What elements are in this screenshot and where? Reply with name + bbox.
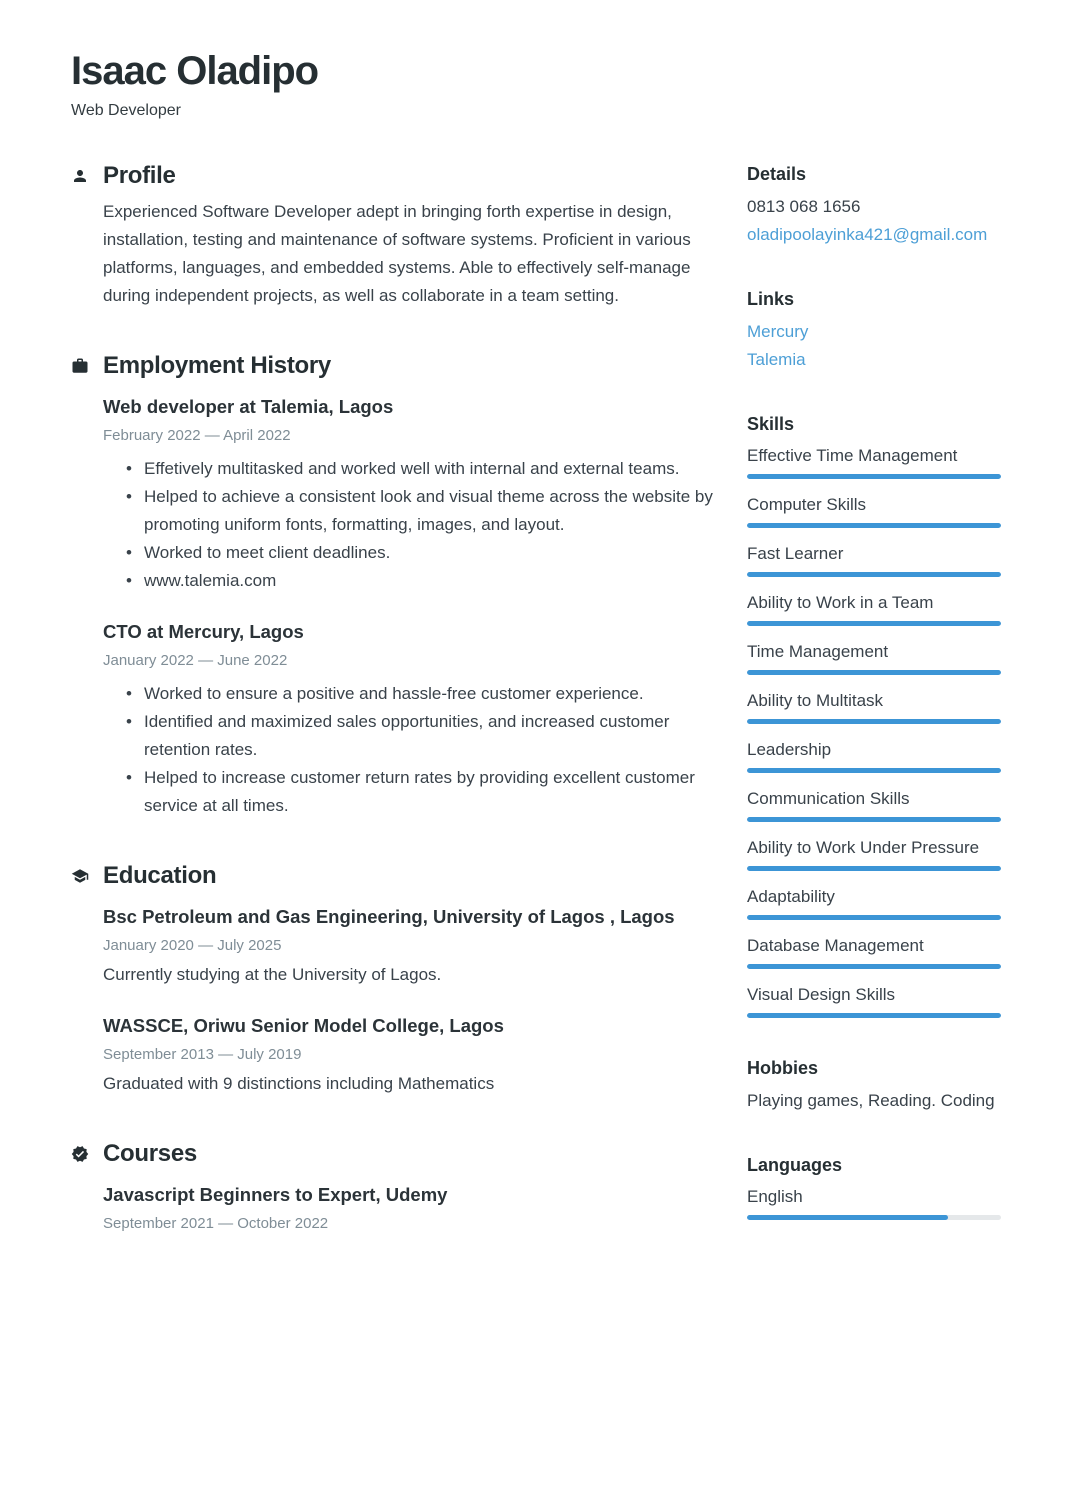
- courses-section-head: [71, 1140, 716, 1168]
- skill-item: [747, 884, 1001, 920]
- courses-body: [71, 1182, 716, 1235]
- job-entry: [103, 394, 716, 595]
- skill-bar-fill: [747, 964, 1001, 969]
- job-bullet: • Helped to achieve a consistent look and visual theme across the website by promoting uniform fonts, formatting, images, and layout.: [103, 483, 715, 539]
- skill-item: [747, 982, 1001, 1018]
- course-title: Javascript Beginners to Expert, Udemy: [103, 1184, 448, 1205]
- languages-heading: Languages: [747, 1155, 843, 1175]
- skill-bar-fill: [747, 670, 1001, 675]
- education-dates: January 2020 — July 2025: [103, 937, 282, 954]
- profile-section-head: [71, 162, 716, 190]
- skill-bar: [747, 915, 1001, 920]
- skill-bar-fill: [747, 572, 1001, 577]
- main-column: [71, 48, 716, 1504]
- skill-item: [747, 639, 1001, 675]
- job-bullet-list: [103, 680, 716, 820]
- graduation-cap-icon: [71, 867, 89, 885]
- job-entry: [103, 619, 716, 820]
- education-heading: Education: [103, 862, 217, 889]
- profile-heading: Profile: [103, 162, 176, 189]
- job-title: CTO at Mercury, Lagos: [103, 621, 304, 642]
- skill-bar-fill: [747, 621, 1001, 626]
- skill-label: Fast Learner: [747, 544, 844, 563]
- profile-section: [71, 162, 716, 310]
- education-section-head: [71, 862, 716, 890]
- skill-label: Communication Skills: [747, 789, 910, 808]
- skill-bar-fill: [747, 768, 1001, 773]
- skill-label: Ability to Work in a Team: [747, 593, 934, 612]
- course-dates: September 2021 — October 2022: [103, 1215, 329, 1232]
- skill-bar-fill: [747, 817, 1001, 822]
- job-dates: January 2022 — June 2022: [103, 652, 288, 669]
- languages-section: [747, 1155, 1001, 1220]
- links-heading: Links: [747, 289, 795, 309]
- skill-bar-fill: [747, 474, 1001, 479]
- employment-section-head: [71, 352, 716, 380]
- skill-item: [747, 443, 1001, 479]
- skill-bar-fill: [747, 523, 1001, 528]
- education-description: Currently studying at the University of Lagos.: [103, 965, 442, 984]
- person-icon: [71, 167, 89, 185]
- education-dates: September 2013 — July 2019: [103, 1046, 302, 1063]
- person-name: Isaac Oladipo: [71, 49, 319, 93]
- email-link[interactable]: oladipoolayinka421@gmail.com: [747, 225, 988, 244]
- skill-bar-fill: [747, 1013, 1001, 1018]
- skill-item: [747, 541, 1001, 577]
- links-section: [747, 289, 1001, 374]
- details-section: [747, 164, 1001, 249]
- profile-text: Experienced Software Developer adept in bringing forth expertise in design, installation, testing and maintenance of software systems. Proficient in various platforms, languages, and embedded systems. Able to effectively self-manage during independent projects, as well as collaborate in a team setting.: [103, 202, 691, 305]
- job-title: Web developer at Talemia, Lagos: [103, 396, 394, 417]
- skill-bar-fill: [747, 915, 1001, 920]
- skill-bar: [747, 866, 1001, 871]
- education-body: [71, 904, 716, 1098]
- job-bullet: • Worked to ensure a positive and hassle-free customer experience.: [103, 680, 715, 708]
- education-section: [71, 862, 716, 1098]
- skill-label: Adaptability: [747, 887, 835, 906]
- job-dates: February 2022 — April 2022: [103, 427, 291, 444]
- skill-bar-fill: [747, 866, 1001, 871]
- job-bullet: • Identified and maximized sales opportunities, and increased customer retention rates.: [103, 708, 715, 764]
- skill-label: Computer Skills: [747, 495, 867, 514]
- skill-bar: [747, 621, 1001, 626]
- skills-section: [747, 414, 1001, 1018]
- language-bar-fill: [747, 1215, 948, 1220]
- job-bullet-list: [103, 455, 716, 595]
- skill-label: Leadership: [747, 740, 832, 759]
- skill-item: [747, 688, 1001, 724]
- sidebar: [747, 48, 1001, 1504]
- skill-bar: [747, 817, 1001, 822]
- skill-label: Database Management: [747, 936, 924, 955]
- briefcase-icon: [71, 357, 89, 375]
- employment-body: [71, 394, 716, 820]
- skill-bar: [747, 964, 1001, 969]
- hobbies-heading: Hobbies: [747, 1058, 819, 1078]
- skill-item: [747, 835, 1001, 871]
- skill-label: Effective Time Management: [747, 446, 958, 465]
- education-entry: [103, 904, 716, 989]
- courses-heading: Courses: [103, 1140, 197, 1167]
- skill-label: Visual Design Skills: [747, 985, 896, 1004]
- profile-body: [71, 198, 716, 310]
- skill-label: Ability to Multitask: [747, 691, 884, 710]
- skill-bar: [747, 719, 1001, 724]
- link-mercury[interactable]: Mercury: [747, 322, 809, 341]
- course-entry: [103, 1182, 716, 1235]
- skill-item: [747, 590, 1001, 626]
- education-description: Graduated with 9 distinctions including Mathematics: [103, 1074, 495, 1093]
- skill-item: [747, 786, 1001, 822]
- skill-item: [747, 933, 1001, 969]
- job-bullet: • Helped to increase customer return rates by providing excellent customer service at all times.: [103, 764, 715, 820]
- skill-label: Ability to Work Under Pressure: [747, 838, 980, 857]
- skill-bar: [747, 523, 1001, 528]
- person-job-title: Web Developer: [71, 102, 181, 119]
- skill-bar: [747, 572, 1001, 577]
- skill-bar: [747, 670, 1001, 675]
- resume-header: [71, 48, 716, 120]
- language-label: English: [747, 1187, 803, 1206]
- education-title: WASSCE, Oriwu Senior Model College, Lagos: [103, 1015, 504, 1036]
- hobbies-text: Playing games, Reading. Coding: [747, 1091, 995, 1110]
- link-talemia[interactable]: Talemia: [747, 350, 806, 369]
- language-bar: [747, 1215, 1001, 1220]
- phone-number: 0813 068 1656: [747, 197, 861, 216]
- skill-bar: [747, 768, 1001, 773]
- courses-section: [71, 1140, 716, 1235]
- job-bullet: • www.talemia.com: [103, 567, 715, 595]
- details-heading: Details: [747, 164, 807, 184]
- employment-heading: Employment History: [103, 352, 331, 379]
- skills-heading: Skills: [747, 414, 795, 434]
- skill-item: [747, 492, 1001, 528]
- language-item: [747, 1184, 1001, 1220]
- skill-item: [747, 737, 1001, 773]
- job-bullet: • Effetively multitasked and worked well with internal and external teams.: [103, 455, 715, 483]
- employment-section: [71, 352, 716, 820]
- skill-bar-fill: [747, 719, 1001, 724]
- skill-bar: [747, 474, 1001, 479]
- education-entry: [103, 1013, 716, 1098]
- job-bullet: • Worked to meet client deadlines.: [103, 539, 715, 567]
- education-title: Bsc Petroleum and Gas Engineering, University of Lagos , Lagos: [103, 906, 675, 927]
- skill-label: Time Management: [747, 642, 889, 661]
- skill-bar: [747, 1013, 1001, 1018]
- badge-check-icon: [71, 1145, 89, 1163]
- hobbies-section: [747, 1058, 1001, 1115]
